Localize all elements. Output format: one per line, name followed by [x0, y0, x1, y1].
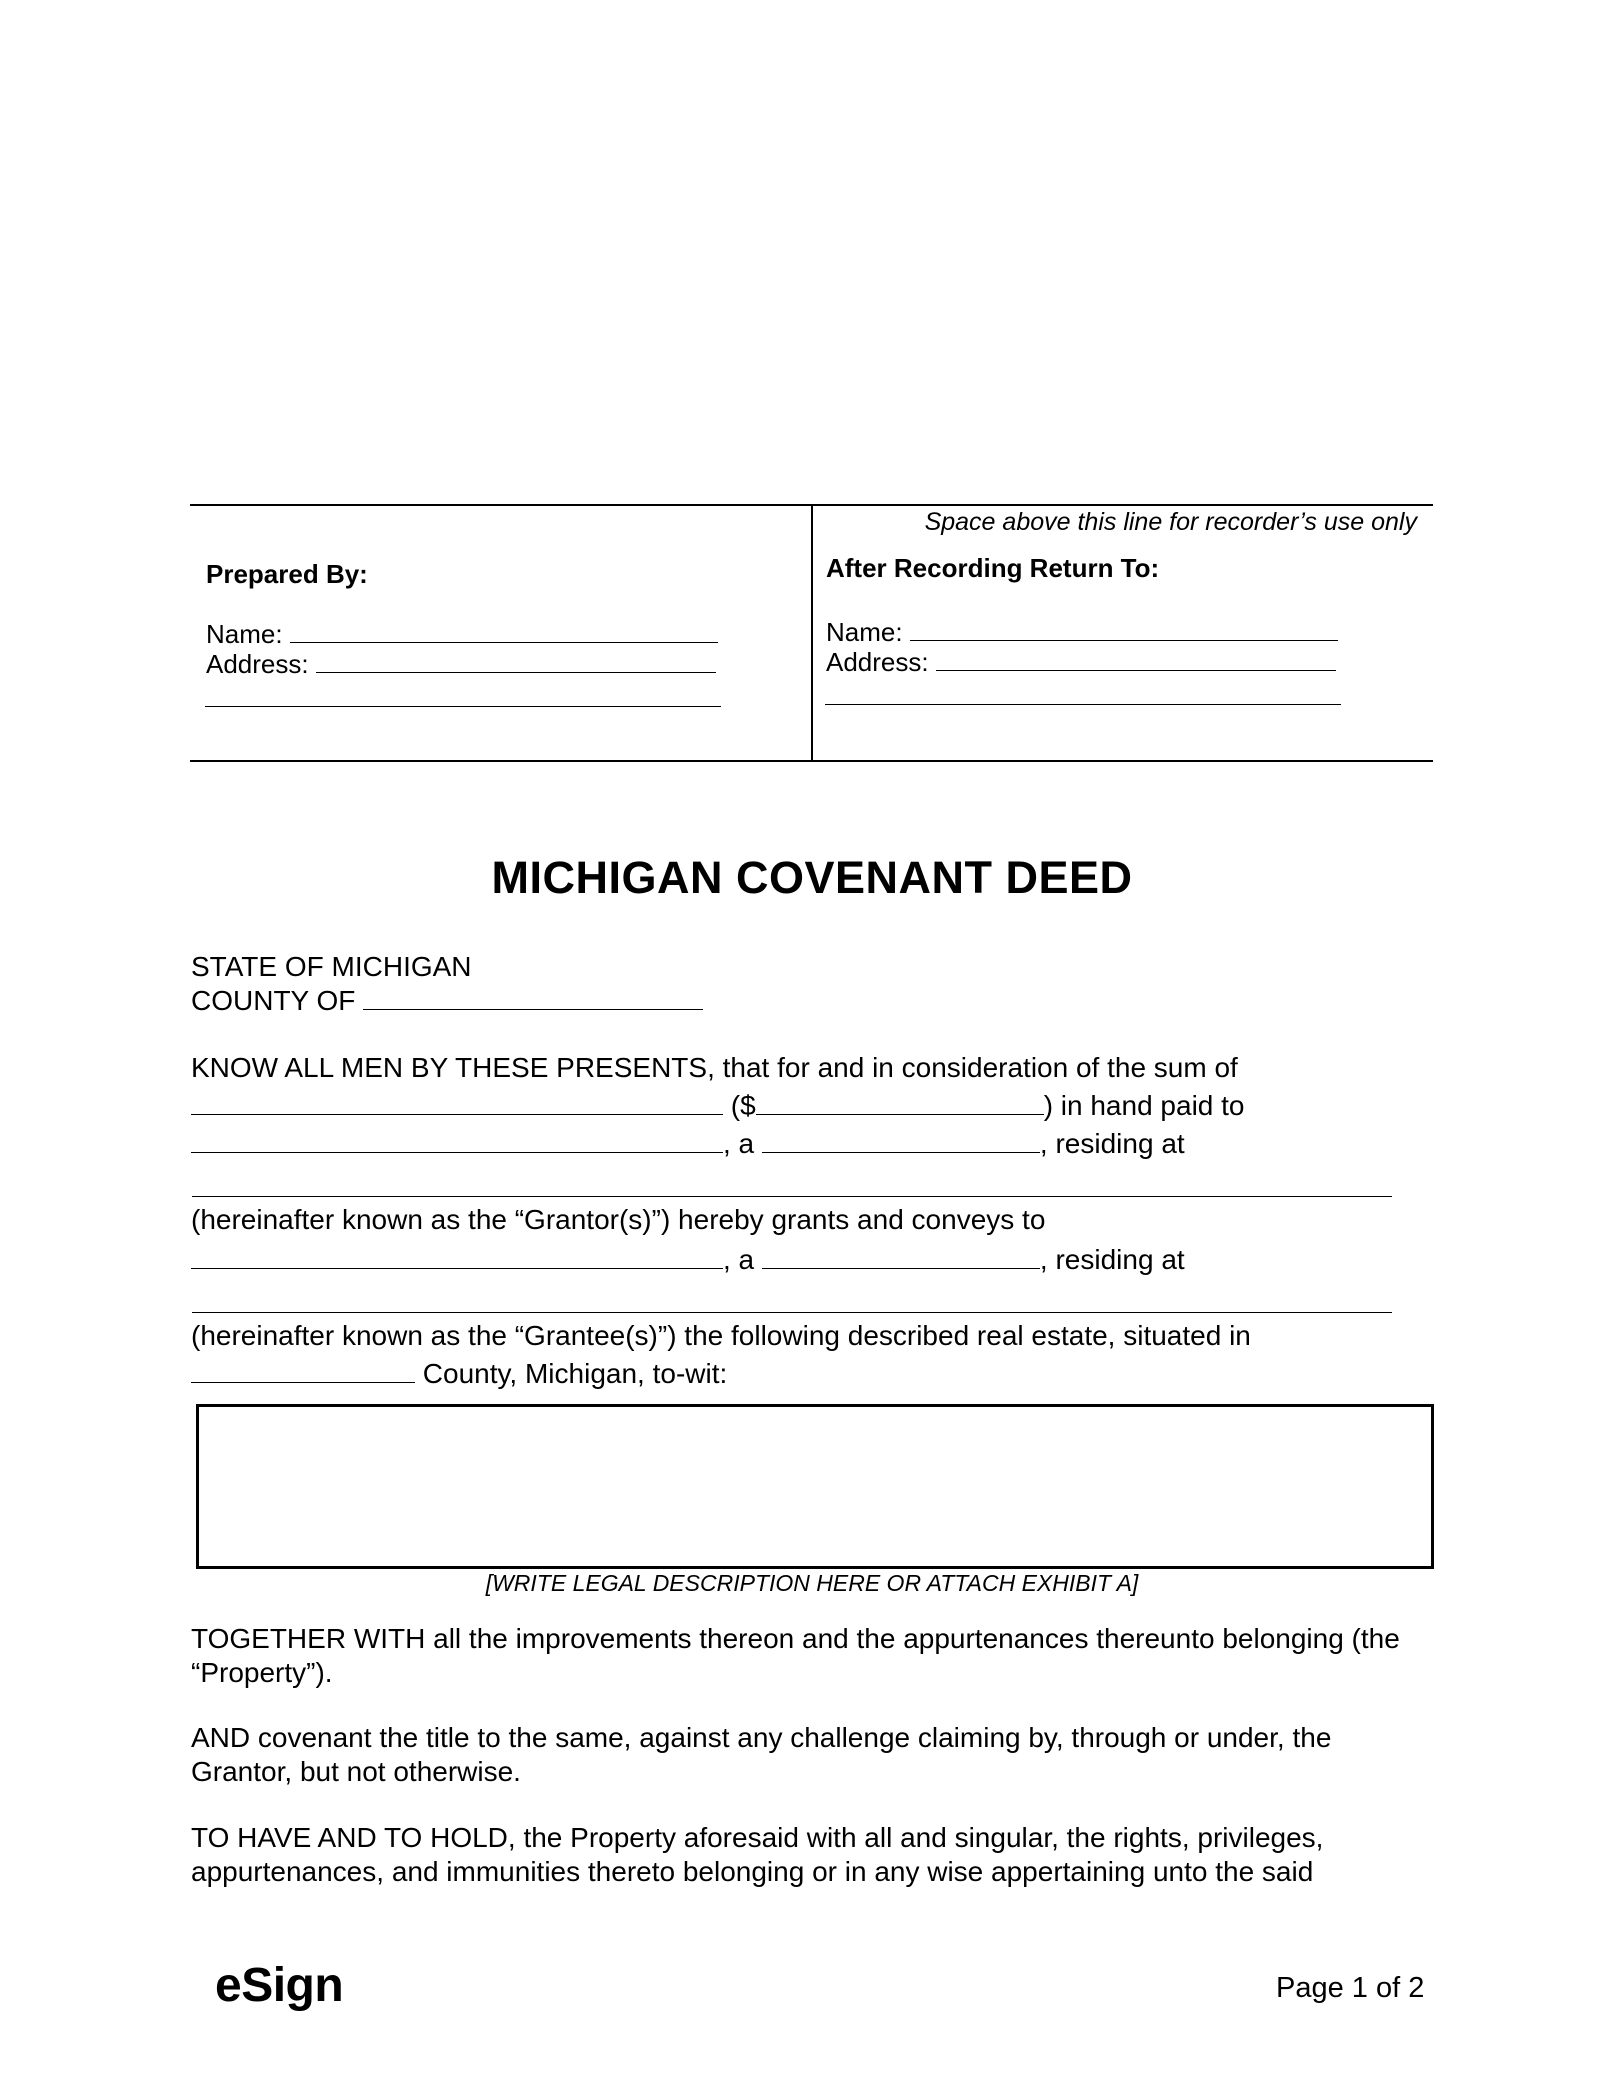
grantor-marital-field[interactable] [762, 1130, 1040, 1153]
prepared-by-name-row [206, 618, 718, 650]
esign-logo: eSign [215, 1959, 344, 2012]
grantee-row [191, 1244, 1185, 1276]
prepared-by-address-label: Address: [206, 649, 309, 679]
header-divider [811, 504, 813, 762]
county-michigan-row [191, 1358, 727, 1390]
return-to-address-row [826, 646, 1336, 678]
together-with-paragraph: TOGETHER WITH all the improvements thereon and the appurtenances thereunto belonging (the “Property”). [191, 1623, 1400, 1688]
prepared-by-name-field[interactable] [290, 620, 718, 643]
document-title: MICHIGAN COVENANT DEED [491, 852, 1133, 903]
return-to-heading: After Recording Return To: [826, 553, 1160, 583]
grantor-clause: (hereinafter known as the “Grantor(s)”) hereby grants and conveys to [191, 1204, 1046, 1235]
grantee-a-label: , a [723, 1244, 755, 1275]
prepared-by-address-field[interactable] [316, 650, 716, 673]
return-to-name-field[interactable] [910, 618, 1338, 641]
prepared-by-name-label: Name: [206, 619, 283, 649]
grantor-address-line[interactable] [192, 1196, 1392, 1197]
legal-description-box[interactable] [196, 1404, 1434, 1569]
legal-description-caption: [WRITE LEGAL DESCRIPTION HERE OR ATTACH EXHIBIT A] [485, 1570, 1139, 1596]
return-to-address-field[interactable] [936, 648, 1336, 671]
grantor-a-label: , a [723, 1128, 755, 1159]
covenant-paragraph: AND covenant the title to the same, against any challenge claiming by, through or under, the Grantor, but not otherwise. [191, 1722, 1332, 1787]
recorder-note: Space above this line for recorder’s use only [924, 508, 1417, 536]
grantor-row [191, 1128, 1185, 1160]
grantee-address-line[interactable] [192, 1312, 1392, 1313]
grantor-residing-label: , residing at [1039, 1128, 1185, 1159]
return-to-name-label: Name: [826, 617, 903, 647]
county-field[interactable] [363, 987, 703, 1010]
sum-row [191, 1090, 1245, 1122]
state-line: STATE OF MICHIGAN [191, 951, 472, 982]
grantee-residing-label: , residing at [1039, 1244, 1185, 1275]
grantor-name-field[interactable] [191, 1130, 723, 1153]
county-michigan-label: County, Michigan, to-wit: [422, 1358, 728, 1389]
return-to-name-row [826, 616, 1338, 648]
prepared-by-address-line-2[interactable] [205, 706, 721, 707]
sum-amount-field[interactable] [756, 1092, 1044, 1115]
page-number: Page 1 of 2 [1276, 1972, 1425, 2004]
county-row [191, 985, 703, 1017]
sum-close: ) in hand paid to [1043, 1090, 1245, 1121]
return-to-address-label: Address: [826, 647, 929, 677]
know-all-line: KNOW ALL MEN BY THESE PRESENTS, that for and in consideration of the sum of [191, 1052, 1238, 1083]
grantee-clause: (hereinafter known as the “Grantee(s)”) the following described real estate, situated in [191, 1320, 1251, 1351]
return-to-address-line-2[interactable] [825, 704, 1341, 705]
prepared-by-address-row [206, 648, 716, 680]
prepared-by-heading: Prepared By: [206, 559, 368, 589]
sum-words-field[interactable] [191, 1092, 723, 1115]
sum-open: ($ [730, 1090, 756, 1121]
grantee-name-field[interactable] [191, 1246, 723, 1269]
to-have-paragraph: TO HAVE AND TO HOLD, the Property aforesaid with all and singular, the rights, privileges, appurtenances, and immunities thereto belonging or in any wise appertaining unto the said [191, 1822, 1324, 1887]
county-label: COUNTY OF [191, 985, 356, 1016]
property-county-field[interactable] [191, 1360, 415, 1383]
grantee-marital-field[interactable] [762, 1246, 1040, 1269]
